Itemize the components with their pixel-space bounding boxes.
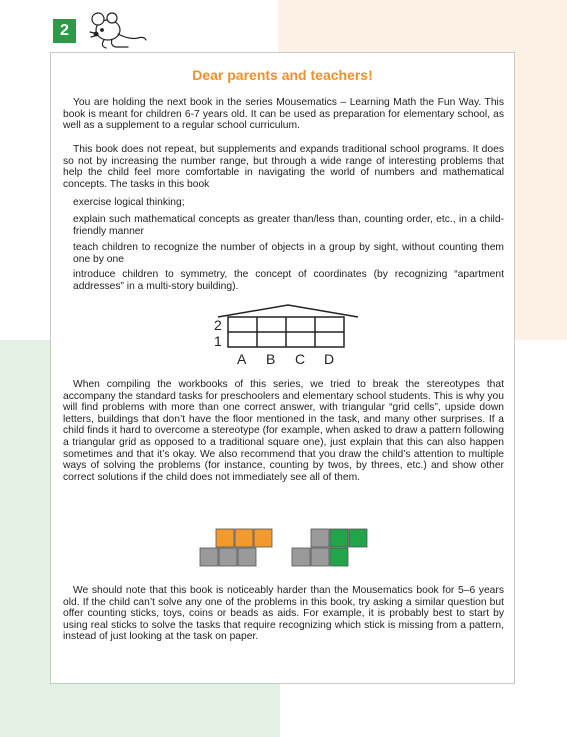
tile bbox=[238, 548, 256, 566]
list-item: explain such mathematical concepts as greater than/less than, counting order, etc., in a child-friendly manner bbox=[73, 214, 504, 237]
floor-label-1: 1 bbox=[214, 333, 222, 349]
tile bbox=[330, 548, 348, 566]
supplement-paragraph: This book does not repeat, but supplements and expands traditional school programs. It does so not by increasing the number range, but through a wide range of interesting problems that help the child feel more comfortable in navigating the world of numbers and mathematical concepts. The tasks in this book bbox=[63, 144, 504, 190]
column-label-d: D bbox=[324, 351, 335, 367]
stereotypes-paragraph: When compiling the workbooks of this series, we tried to break the stereotypes that accompany the standard tasks for preschoolers and elementary school students. This is why you will find problems with more than one correct answer, with triangular “grid cells”, upside down letters, buildings that don’t have the floor mentioned in the task, and many other surprises. If a child finds it hard to overcome a stereotype (for example, when asked to draw a pattern following a triangular grid as opposed to a traditional square one), just explain that this can also happen sometimes and that it’s okay. We also recommend that you draw the child’s attention to multiple ways of solving the problems (for instance, counting by twos, by threes, etc.) and show other correct solutions if the child does not immediately see all of them. bbox=[63, 379, 504, 483]
tile bbox=[254, 529, 272, 547]
floor-label-2: 2 bbox=[214, 317, 222, 333]
column-label-c: C bbox=[295, 351, 306, 367]
tile bbox=[330, 529, 348, 547]
column-label-b: B bbox=[266, 351, 276, 367]
column-label-a: A bbox=[237, 351, 247, 367]
letter-card bbox=[50, 52, 515, 684]
tile bbox=[311, 548, 329, 566]
apartment-building-diagram bbox=[210, 302, 360, 370]
tile bbox=[292, 548, 310, 566]
tile bbox=[349, 529, 367, 547]
page-number-badge: 2 bbox=[53, 19, 76, 43]
difficulty-paragraph: We should note that this book is noticeably harder than the Mousematics book for 5–6 years old. If the child can’t solve any one of the problems in this book, try asking a similar question but offer counting sticks, toys, coins or beads as aids. For example, it is probably best to start by using real sticks to solve the tasks that require recognizing which stick is missing from a pattern, instead of just looking at the task on paper. bbox=[63, 585, 504, 643]
tile bbox=[219, 548, 237, 566]
list-item: teach children to recognize the number of objects in a group by sight, without counting them one by one bbox=[73, 242, 504, 265]
tile bbox=[235, 529, 253, 547]
mouse-mascot-icon bbox=[88, 10, 150, 52]
intro-paragraph: You are holding the next book in the series Mousematics – Learning Math the Fun Way. This book is meant for children 6-7 years old. It can be used as preparation for elementary school, as well as a supplement to a regular school curriculum. bbox=[63, 97, 504, 132]
letter-title: Dear parents and teachers! bbox=[192, 67, 373, 83]
list-item: introduce children to symmetry, the concept of coordinates (by recognizing “apartment addresses” in a multi-story building). bbox=[73, 269, 504, 292]
list-item: exercise logical thinking; bbox=[73, 197, 185, 208]
tile bbox=[216, 529, 234, 547]
tile-patterns-illustration bbox=[198, 527, 373, 569]
tile bbox=[200, 548, 218, 566]
roof-line bbox=[218, 305, 358, 317]
tile bbox=[311, 529, 329, 547]
